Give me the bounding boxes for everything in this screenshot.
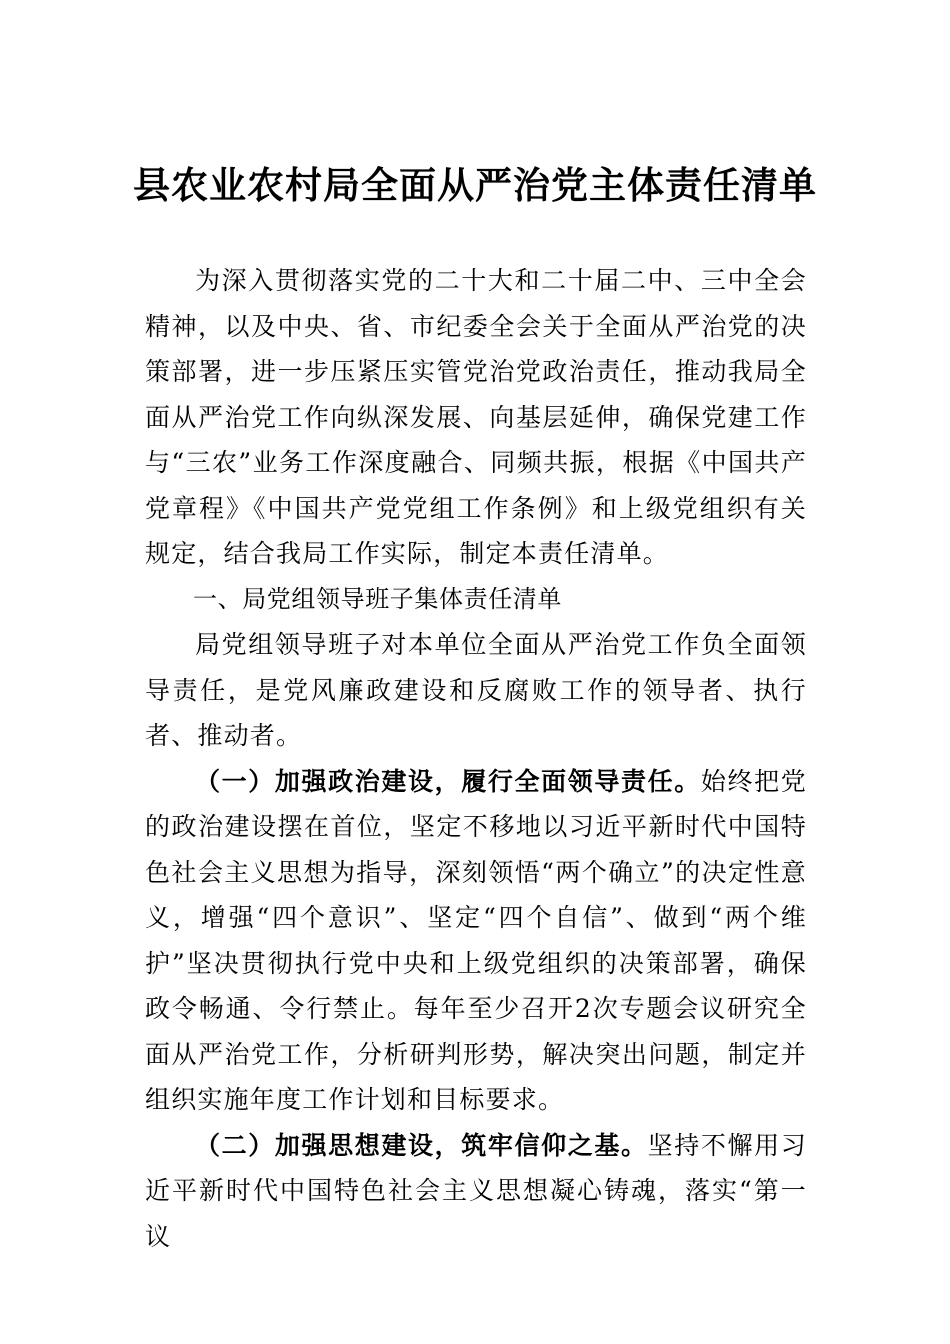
section-1-intro-paragraph: 局党组领导班子对本单位全面从严治党工作负全面领导责任，是党风廉政建设和反腐败工作的领导者、执行者、推动者。 (145, 630, 807, 750)
document-body (145, 258, 807, 1259)
item-2-text: 坚持不懈用习近平新时代中国特色社会主义思想凝心铸魂，落实“第一议 (145, 1130, 808, 1251)
section-1-item-2 (145, 1123, 807, 1260)
document-title: 县农业农村局全面从严治党主体责任清单 (133, 163, 817, 207)
item-1-lead: （一）加强政治建设，履行全面领导责任。 (195, 766, 701, 796)
intro-paragraph: 为深入贯彻落实党的二十大和二十届二中、三中全会精神，以及中央、省、市纪委全会关于全面从严治党的决策部署，进一步压紧压实管党治党政治责任，推动我局全面从严治党工作向纵深发展、向基层延伸，确保党建工作与“三农”业务工作深度融合、同频共振，根据《中国共产党章程》《中国共产党党组工作条例》和上级党组织有关规定，结合我局工作实际，制定本责任清单。 (145, 266, 807, 568)
item-1-text: 始终把党的政治建设摆在首位，坚定不移地以习近平新时代中国特色社会主义思想为指导，深刻领悟“两个确立”的决定性意义，增强“四个意识”、坚定“四个自信”、做到“两个维护”坚决贯彻执行党中央和上级党组织的决策部署，确保政令畅通、令行禁止。每年至少召开2次专题会议研究全面从严治党工作，分析研判形势，解决突出问题，制定并组织实施年度工作计划和目标要求。 (145, 766, 807, 1114)
section-heading-1: 一、局党组领导班子集体责任清单 (193, 584, 562, 613)
section-1-item-1 (145, 759, 807, 1123)
item-2-lead: （二）加强思想建设，筑牢信仰之基。 (195, 1130, 648, 1160)
